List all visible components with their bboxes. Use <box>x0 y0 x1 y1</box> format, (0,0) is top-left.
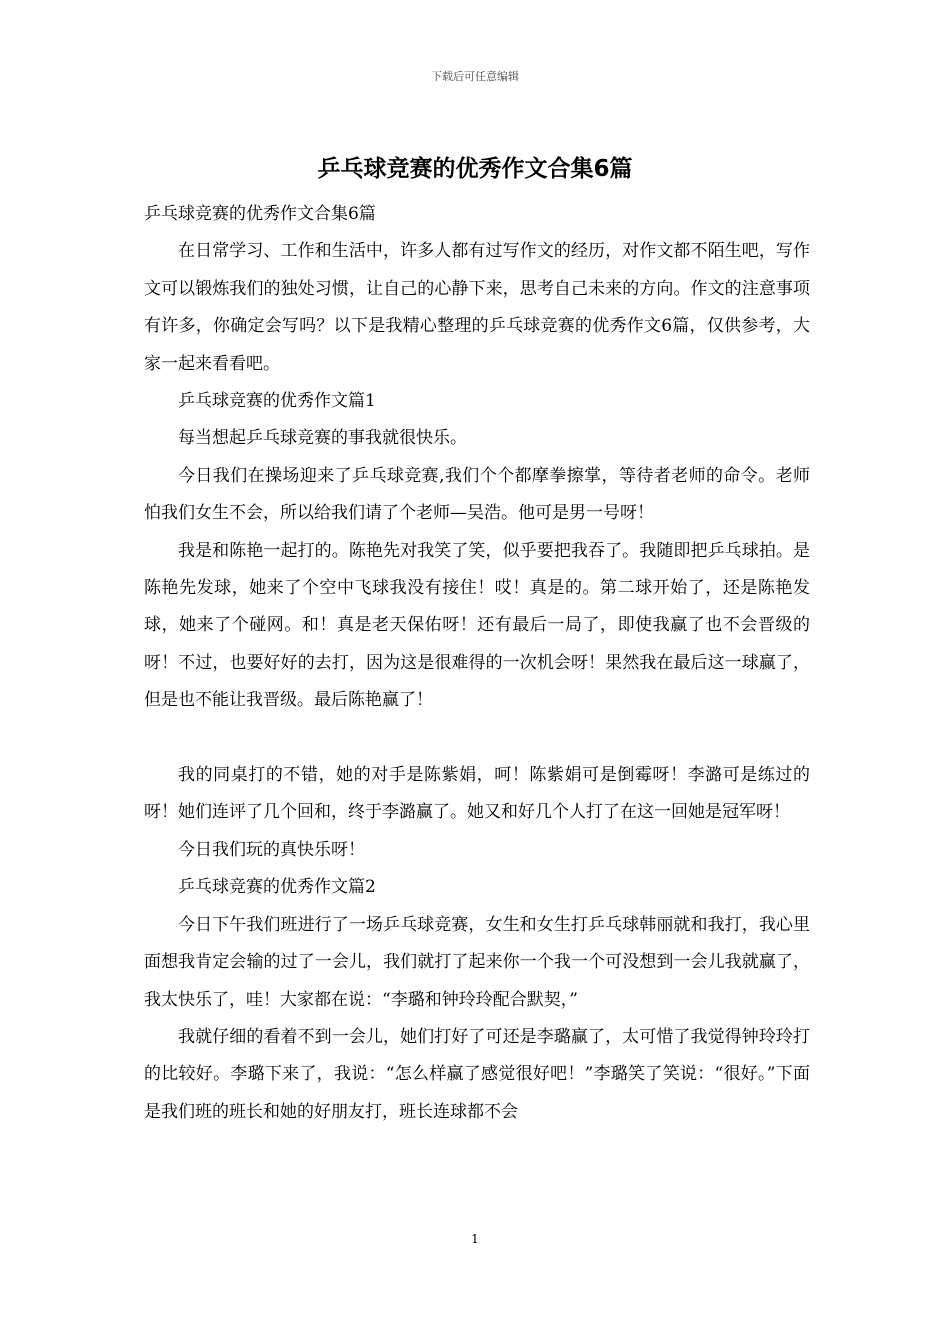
body-paragraph: 我就仔细的看着不到一会儿，她们打好了可还是李璐赢了，太可惜了我觉得钟玲玲打的比较好。李璐下来了，我说：“怎么样赢了感觉很好吧！”李璐笑了笑说：“很好。”下面是我们班的班长和她的好朋友打，班长连球都不会 <box>144 1026 810 1122</box>
page-number: 1 <box>471 1232 479 1246</box>
subtitle: 乒乓球竞赛的优秀作文合集6篇 <box>144 204 376 224</box>
body-paragraph: 每当想起乒乓球竞赛的事我就很快乐。 <box>178 428 467 449</box>
section-heading-1: 乒乓球竞赛的优秀作文篇1 <box>178 391 376 412</box>
body-paragraph: 我的同桌打的不错，她的对手是陈紫娟，呵！陈紫娟可是倒霉呀！李潞可是练过的呀！她们连评了几个回和，终于李潞赢了。她又和好几个人打了在这一回她是冠军呀！ <box>144 765 810 823</box>
body-paragraph: 今日我们在操场迎来了乒乓球竞赛,我们个个都摩拳擦掌，等待者老师的命令。老师怕我们女生不会，所以给我们请了个老师—吴浩。他可是男一号呀！ <box>144 465 810 524</box>
body-paragraph: 我是和陈艳一起打的。陈艳先对我笑了笑，似乎要把我吞了。我随即把乒乓球拍。是陈艳先发球，她来了个空中飞球我没有接住！哎！真是的。第二球开始了，还是陈艳发球，她来了个碰网。和！真是老天保佑呀！还有最后一局了，即使我赢了也不会晋级的呀！不过，也要好好的去打，因为这是很难得的一次机会呀！果然我在最后这一球赢了，但是也不能让我晋级。最后陈艳赢了！ <box>144 540 810 711</box>
blank-line <box>144 720 810 757</box>
document-title: 乒乓球竞赛的优秀作文合集6篇 <box>317 156 633 182</box>
document-body <box>144 196 810 1131</box>
body-paragraph: 今日下午我们班进行了一场乒乓球竞赛，女生和女生打乒乓球韩丽就和我打，我心里面想我肯定会输的过了一会儿，我们就打了起来你一个我一个可没想到一会儿我就赢了，我太快乐了，哇！大家都在说：“李璐和钟玲玲配合默契，” <box>144 914 810 1010</box>
intro-paragraph: 在日常学习、工作和生活中，许多人都有过写作文的经历，对作文都不陌生吧，写作文可以锻炼我们的独处习惯，让自己的心静下来，思考自己未来的方向。作文的注意事项有许多，你确定会写吗？以下是我精心整理的乒乓球竞赛的优秀作文6篇，仅供参考，大家一起来看看吧。 <box>144 241 810 374</box>
section-heading-2: 乒乓球竞赛的优秀作文篇2 <box>178 877 376 898</box>
body-paragraph: 今日我们玩的真快乐呀！ <box>178 839 365 860</box>
header-note: 下载后可任意编辑 <box>431 70 519 83</box>
